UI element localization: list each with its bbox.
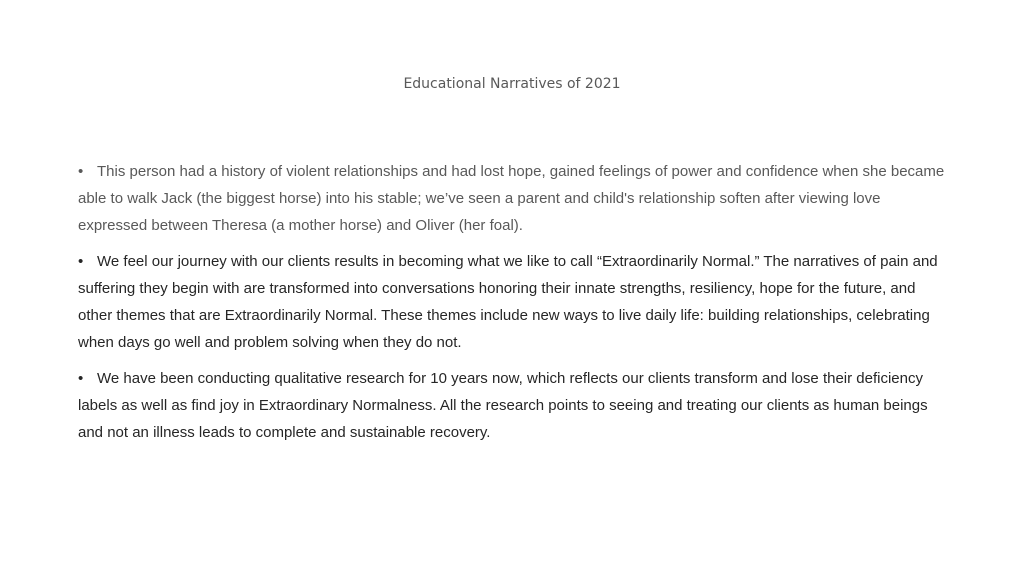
bullet-icon: • xyxy=(78,370,84,387)
bullet-text: This person had a history of violent relationships and had lost hope, gained feelings of power and confidence when she became able to walk Jack (the biggest horse) into his stable; we’ve seen a parent and child's relationship soften after viewing love expressed between Theresa (a mother horse) and Oliver (her foal). xyxy=(78,163,945,234)
bullet-item xyxy=(78,248,948,356)
bullet-text: We feel our journey with our clients results in becoming what we like to call “Extraordinarily Normal.” The narratives of pain and suffering they begin with are transformed into conversations honoring their innate strengths, resiliency, hope for the future, and other themes that are Extraordinarily Normal. These themes include new ways to live daily life: building relationships, celebrating when days go well and problem solving when they do not. xyxy=(78,253,938,351)
bullet-text: We have been conducting qualitative research for 10 years now, which reflects our clients transform and lose their deficiency labels as well as find joy in Extraordinary Normalness. All the research points to seeing and treating our clients as human beings and not an illness leads to complete and sustainable recovery. xyxy=(78,370,928,441)
slide-title: Educational Narratives of 2021 xyxy=(403,76,621,92)
bullet-icon: • xyxy=(78,163,84,180)
bullet-list xyxy=(78,158,948,455)
bullet-icon: • xyxy=(78,253,84,270)
bullet-item xyxy=(78,158,948,239)
bullet-item xyxy=(78,365,948,446)
